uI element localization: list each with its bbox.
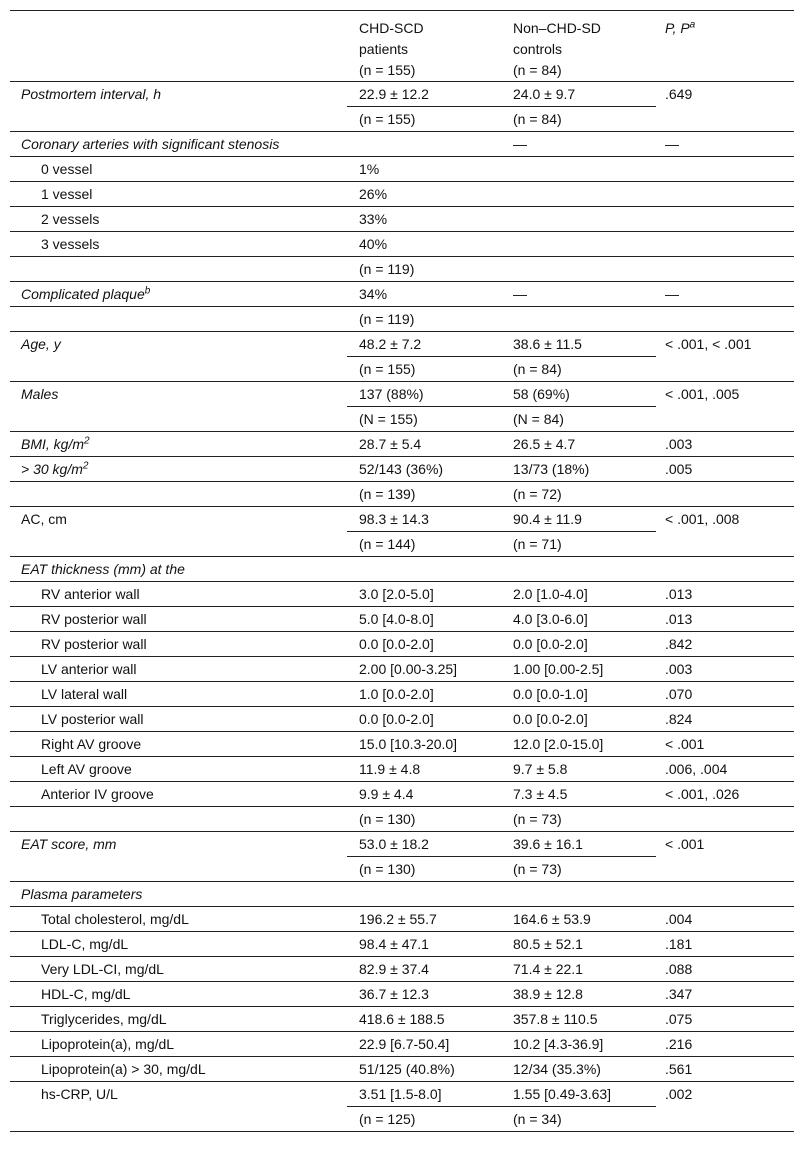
p-value: < .001 [656,732,794,757]
cases-value: 26% [347,182,501,207]
p-value: .013 [656,582,794,607]
table-row [10,157,794,182]
row-label [10,1032,347,1057]
controls-value: (n = 72) [501,482,656,507]
cases-value: 48.2 ± 7.2 [347,332,501,357]
table-row [10,307,794,332]
p-value: .216 [656,1032,794,1057]
table-row [10,832,794,857]
row-label [10,382,347,432]
row-label [10,432,347,457]
row-label [10,557,347,582]
table-row [10,782,794,807]
row-label-text: 3 vessels [41,236,100,252]
controls-value: 7.3 ± 4.5 [501,782,656,807]
p-value: < .001, .008 [656,507,794,557]
cases-value: 1.0 [0.0-2.0] [347,682,501,707]
controls-count: (N = 84) [513,411,564,427]
row-label [10,332,347,382]
header-controls-line-1: Non–CHD-SD [513,20,601,36]
row-label-text: Lipoprotein(a) > 30, mg/dL [41,1061,206,1077]
cases-value: 34% [347,282,501,307]
p-value: .003 [656,657,794,682]
controls-value: 24.0 ± 9.7 [501,82,656,107]
data-table [10,10,794,1132]
header-p-value [656,11,794,82]
p-value: .075 [656,1007,794,1032]
controls-count: (n = 71) [513,536,562,552]
row-label [10,582,347,607]
row-label-text: LV anterior wall [41,661,137,677]
row-label-superscript: 2 [84,435,90,447]
controls-value: 26.5 ± 4.7 [501,432,656,457]
table-row [10,482,794,507]
p-value [656,182,794,207]
cases-value: 418.6 ± 188.5 [347,1007,501,1032]
table-body [10,82,794,1132]
p-value: .002 [656,1082,794,1132]
table-row [10,907,794,932]
p-value: .006, .004 [656,757,794,782]
p-value: .347 [656,982,794,1007]
row-label-text: Plasma parameters [21,886,143,902]
controls-value [501,157,656,182]
table-row [10,807,794,832]
table-row [10,432,794,457]
controls-value: 357.8 ± 110.5 [501,1007,656,1032]
cases-value [347,882,501,907]
cases-value: 22.9 [6.7-50.4] [347,1032,501,1057]
row-label [10,932,347,957]
p-value: .561 [656,1057,794,1082]
p-value [656,257,794,282]
table-row [10,1032,794,1057]
row-label [10,807,347,832]
row-label-text: 2 vessels [41,211,100,227]
header-controls-line-2: controls [513,41,563,57]
controls-value: 38.6 ± 11.5 [501,332,656,357]
controls-value: 4.0 [3.0-6.0] [501,607,656,632]
cases-value: 82.9 ± 37.4 [347,957,501,982]
cases-value: 36.7 ± 12.3 [347,982,501,1007]
row-label-text: RV posterior wall [41,636,147,652]
cases-value: 98.4 ± 47.1 [347,932,501,957]
row-label [10,232,347,257]
p-value [656,207,794,232]
row-label [10,732,347,757]
p-value [656,157,794,182]
cases-value: 196.2 ± 55.7 [347,907,501,932]
table-row [10,607,794,632]
cases-value: 15.0 [10.3-20.0] [347,732,501,757]
controls-value: 164.6 ± 53.9 [501,907,656,932]
table-row [10,882,794,907]
p-value: .842 [656,632,794,657]
table-row [10,207,794,232]
cases-value: 0.0 [0.0-2.0] [347,632,501,657]
p-value [656,232,794,257]
cases-value: 137 (88%) [347,382,501,407]
table-row [10,582,794,607]
controls-value [501,207,656,232]
p-value: < .001, .026 [656,782,794,807]
header-cases-line-3: (n = 155) [359,62,416,78]
controls-count: (n = 73) [513,861,562,877]
row-label [10,682,347,707]
controls-value: 9.7 ± 5.8 [501,757,656,782]
row-label-text: Total cholesterol, mg/dL [41,911,189,927]
controls-value: 1.00 [0.00-2.5] [501,657,656,682]
cases-value: 1% [347,157,501,182]
row-label [10,132,347,157]
controls-value: 0.0 [0.0-1.0] [501,682,656,707]
cases-value: (n = 139) [347,482,501,507]
cases-value: 53.0 ± 18.2 [347,832,501,857]
cases-value: 52/143 (36%) [347,457,501,482]
row-label [10,207,347,232]
p-value: .649 [656,82,794,132]
table-row [10,1057,794,1082]
cases-value: 51/125 (40.8%) [347,1057,501,1082]
header-cases-line-2: patients [359,41,409,57]
row-label [10,1007,347,1032]
cases-count: (n = 155) [359,111,416,127]
p-value: — [656,282,794,307]
row-label [10,757,347,782]
p-value: .003 [656,432,794,457]
table-row [10,632,794,657]
row-label-text: 0 vessel [41,161,93,177]
controls-value: 38.9 ± 12.8 [501,982,656,1007]
table-row [10,557,794,582]
p-value: .005 [656,457,794,482]
row-label [10,907,347,932]
table-row [10,257,794,282]
table-row [10,707,794,732]
table-header-row [10,11,794,82]
controls-value [501,257,656,282]
table-row [10,957,794,982]
row-label-text: EAT thickness (mm) at the [21,561,185,577]
controls-value: — [501,132,656,157]
row-label [10,957,347,982]
table-row [10,1082,794,1107]
p-value: < .001 [656,832,794,882]
cases-count: (n = 144) [359,536,416,552]
row-label [10,482,347,507]
row-label [10,507,347,557]
cases-value: 40% [347,232,501,257]
row-label-text: Coronary arteries with significant stenosis [21,136,280,152]
table-row [10,232,794,257]
table-row [10,182,794,207]
cases-value: 2.00 [0.00-3.25] [347,657,501,682]
row-label [10,157,347,182]
header-controls-line-3: (n = 84) [513,62,562,78]
controls-value [501,182,656,207]
controls-value: 2.0 [1.0-4.0] [501,582,656,607]
table-row [10,82,794,107]
p-value: .070 [656,682,794,707]
controls-value [501,232,656,257]
row-label [10,257,347,282]
table-row [10,982,794,1007]
header-cases [347,11,501,82]
controls-value [501,307,656,332]
table-row [10,507,794,532]
controls-count: (n = 84) [513,111,562,127]
table-row [10,932,794,957]
row-label [10,782,347,807]
controls-value: 12/34 (35.3%) [501,1057,656,1082]
p-value: .004 [656,907,794,932]
row-label-text: Left AV groove [41,761,132,777]
row-label-text: Anterior IV groove [41,786,154,802]
p-value: — [656,132,794,157]
row-label-text: Age, y [21,336,61,352]
row-label-text: 1 vessel [41,186,93,202]
controls-value [501,557,656,582]
controls-value: 10.2 [4.3-36.9] [501,1032,656,1057]
row-label-text: Complicated plaque [21,286,145,302]
controls-value: 58 (69%) [501,382,656,407]
row-label [10,632,347,657]
row-label-superscript: 2 [82,460,89,472]
cases-value: 3.0 [2.0-5.0] [347,582,501,607]
cases-value: (n = 119) [347,257,501,282]
cases-count: (n = 125) [359,1111,416,1127]
p-value: < .001, .005 [656,382,794,432]
p-value: .824 [656,707,794,732]
controls-value: 80.5 ± 52.1 [501,932,656,957]
row-label [10,1082,347,1132]
row-label [10,182,347,207]
controls-value: 39.6 ± 16.1 [501,832,656,857]
row-label-text: AC, cm [21,511,67,527]
cases-value [347,132,501,157]
row-label [10,832,347,882]
controls-value: 71.4 ± 22.1 [501,957,656,982]
row-label-text: BMI, kg/m [21,436,85,452]
row-label-text: RV anterior wall [41,586,140,602]
controls-value: 12.0 [2.0-15.0] [501,732,656,757]
cases-value [347,557,501,582]
header-controls [501,11,656,82]
p-value [656,882,794,907]
table-row [10,682,794,707]
header-p-label: P, P [665,20,690,36]
header-p-sup: a [689,19,696,31]
p-value [656,557,794,582]
p-value: < .001, < .001 [656,332,794,382]
p-value [656,482,794,507]
table-row [10,282,794,307]
row-label [10,707,347,732]
row-label-text: LV lateral wall [41,686,128,702]
controls-value: 90.4 ± 11.9 [501,507,656,532]
row-label [10,882,347,907]
row-label-text: LV posterior wall [41,711,144,727]
cases-value: 98.3 ± 14.3 [347,507,501,532]
row-label [10,307,347,332]
table-row [10,382,794,407]
cases-value: (n = 130) [347,807,501,832]
row-label-text: RV posterior wall [41,611,147,627]
row-label-text: Very LDL-CI, mg/dL [41,961,164,977]
row-label [10,282,347,307]
row-label-text: hs-CRP, U/L [41,1086,118,1102]
row-label [10,457,347,482]
table-row [10,657,794,682]
row-label [10,82,347,132]
row-label-superscript: b [144,285,151,297]
cases-value: (n = 119) [347,307,501,332]
cases-count: (N = 155) [359,411,418,427]
row-label [10,982,347,1007]
row-label-text: Triglycerides, mg/dL [41,1011,167,1027]
controls-value: (n = 73) [501,807,656,832]
controls-value [501,882,656,907]
cases-value: 5.0 [4.0-8.0] [347,607,501,632]
row-label-text: Lipoprotein(a), mg/dL [41,1036,175,1052]
cases-value: 22.9 ± 12.2 [347,82,501,107]
row-label-text: LDL-C, mg/dL [41,936,129,952]
controls-value: 0.0 [0.0-2.0] [501,632,656,657]
p-value: .088 [656,957,794,982]
table-row [10,1007,794,1032]
p-value: .181 [656,932,794,957]
controls-value: 0.0 [0.0-2.0] [501,707,656,732]
header-cases-line-1: CHD-SCD [359,20,424,36]
controls-count: (n = 34) [513,1111,562,1127]
controls-value: 13/73 (18%) [501,457,656,482]
cases-value: 0.0 [0.0-2.0] [347,707,501,732]
row-label-text: Males [21,386,59,402]
p-value [656,307,794,332]
row-label-text: EAT score, mm [21,836,117,852]
header-empty-cell [10,11,347,82]
row-label-text: > 30 kg/m [21,461,83,477]
cases-count: (n = 130) [359,861,416,877]
cases-value: 3.51 [1.5-8.0] [347,1082,501,1107]
row-label-text: HDL-C, mg/dL [41,986,131,1002]
p-value: .013 [656,607,794,632]
controls-count: (n = 84) [513,361,562,377]
row-label [10,657,347,682]
cases-value: 11.9 ± 4.8 [347,757,501,782]
cases-count: (n = 155) [359,361,416,377]
table-row [10,132,794,157]
p-value [656,807,794,832]
row-label-text: Postmortem interval, h [21,86,162,102]
cases-value: 9.9 ± 4.4 [347,782,501,807]
table-row [10,332,794,357]
controls-value: 1.55 [0.49-3.63] [501,1082,656,1107]
table-row [10,757,794,782]
cases-value: 28.7 ± 5.4 [347,432,501,457]
table-row [10,732,794,757]
table-row [10,457,794,482]
row-label [10,607,347,632]
controls-value: — [501,282,656,307]
row-label [10,1057,347,1082]
row-label-text: Right AV groove [41,736,142,752]
cases-value: 33% [347,207,501,232]
